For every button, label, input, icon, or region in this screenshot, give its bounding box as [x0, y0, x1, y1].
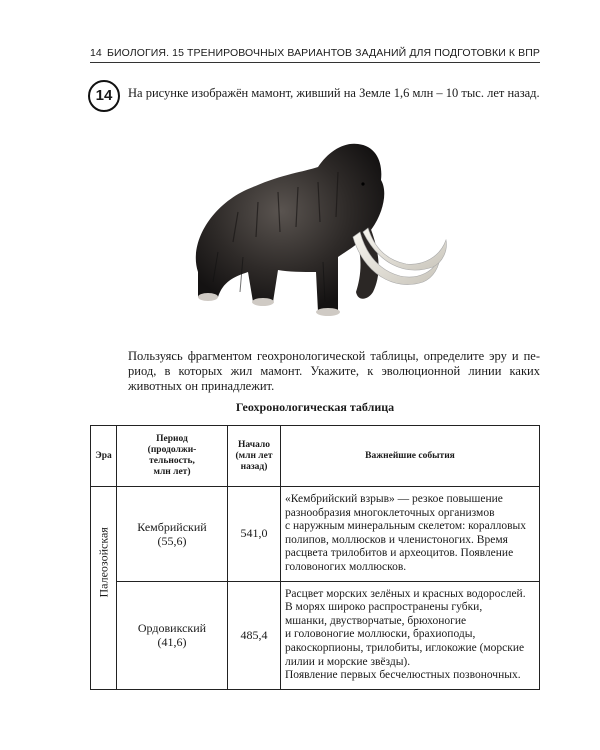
- task-line: риод, в которых жил мамонт. Укажите, к эволюционной линии каких: [128, 364, 540, 378]
- events-cell: [281, 487, 540, 582]
- book-title: БИОЛОГИЯ. 15 ТРЕНИРОВОЧНЫХ ВАРИАНТОВ ЗАДАНИЙ ДЛЯ ПОДГОТОВКИ К ВПР: [106, 47, 540, 59]
- geochronological-table: [90, 425, 540, 690]
- events-line: лилии и морские звёзды).: [285, 655, 411, 668]
- events-cell: [281, 581, 540, 689]
- question-intro: [128, 86, 540, 101]
- events-line: «Кембрийский взрыв» — резкое повышение: [285, 493, 503, 505]
- question-intro-line: На рисунке изображён мамонт, живший на Земле 1,6 млн – 10 тыс. лет: [128, 86, 505, 100]
- events-line: разнообразия многоклеточных организмов: [285, 506, 495, 519]
- table-row: [91, 487, 540, 582]
- page-header: [90, 46, 540, 63]
- events-line: головоногих моллюсков.: [285, 560, 407, 573]
- period-name: Ордовикский: [137, 621, 207, 636]
- era-cell: [91, 487, 117, 690]
- header-start-line: назад): [240, 461, 268, 472]
- table-header-row: [91, 426, 540, 487]
- events-line: полипов, моллюсков и членистоногих. Время: [285, 533, 508, 546]
- period-duration: (41,6): [157, 635, 187, 650]
- events-line: и головоногие моллюски, брахиоподы,: [285, 628, 476, 641]
- events-line: расцвета трилобитов и археоцитов. Появление: [285, 547, 514, 560]
- header-period: [117, 426, 228, 487]
- page-number: 14: [90, 47, 102, 59]
- header-start: [228, 426, 281, 487]
- events-line: В морях широко распространены губки,: [285, 601, 483, 614]
- era-name: Палеозойская: [96, 527, 110, 598]
- header-era: Эра: [91, 426, 117, 487]
- table-title: Геохронологическая таблица: [235, 400, 395, 414]
- question-intro-line: назад.: [507, 86, 540, 100]
- period-name: Кембрийский: [137, 519, 207, 534]
- header-period-line: млн лет): [153, 467, 191, 477]
- period-duration: (55,6): [157, 533, 187, 548]
- header-period-line: тельность,: [149, 456, 195, 466]
- task-text: [128, 349, 540, 394]
- table-row: [91, 581, 540, 689]
- header-period-line: (продолжи-: [147, 445, 197, 455]
- events-line: Расцвет морских зелёных и красных водорослей.: [285, 587, 526, 600]
- start-cell: 541,0: [228, 487, 281, 582]
- period-cell: [117, 581, 228, 689]
- period-cell: [117, 487, 228, 582]
- question-number-badge: 14: [88, 80, 120, 112]
- header-start-line: Начало: [237, 439, 271, 450]
- events-line: Появление первых бесчелюстных позвоночных.: [285, 669, 521, 682]
- events-line: мшанки, двустворчатые, брюхоногие: [285, 614, 467, 627]
- start-cell: 485,4: [228, 581, 281, 689]
- mammoth-illustration: [178, 132, 458, 332]
- task-line: Пользуясь фрагментом геохронологической таблицы, определите эру и пе-: [128, 349, 540, 363]
- header-start-line: (млн лет: [235, 450, 273, 461]
- events-line: с наружным минеральным скелетом: коралловых: [285, 520, 527, 533]
- header-period-line: Период: [156, 434, 188, 444]
- header-events: Важнейшие события: [281, 426, 540, 487]
- events-line: ракоскорпионы, трилобиты, иглокожие (морские: [285, 641, 525, 654]
- task-line: животных он принадлежит.: [128, 379, 275, 393]
